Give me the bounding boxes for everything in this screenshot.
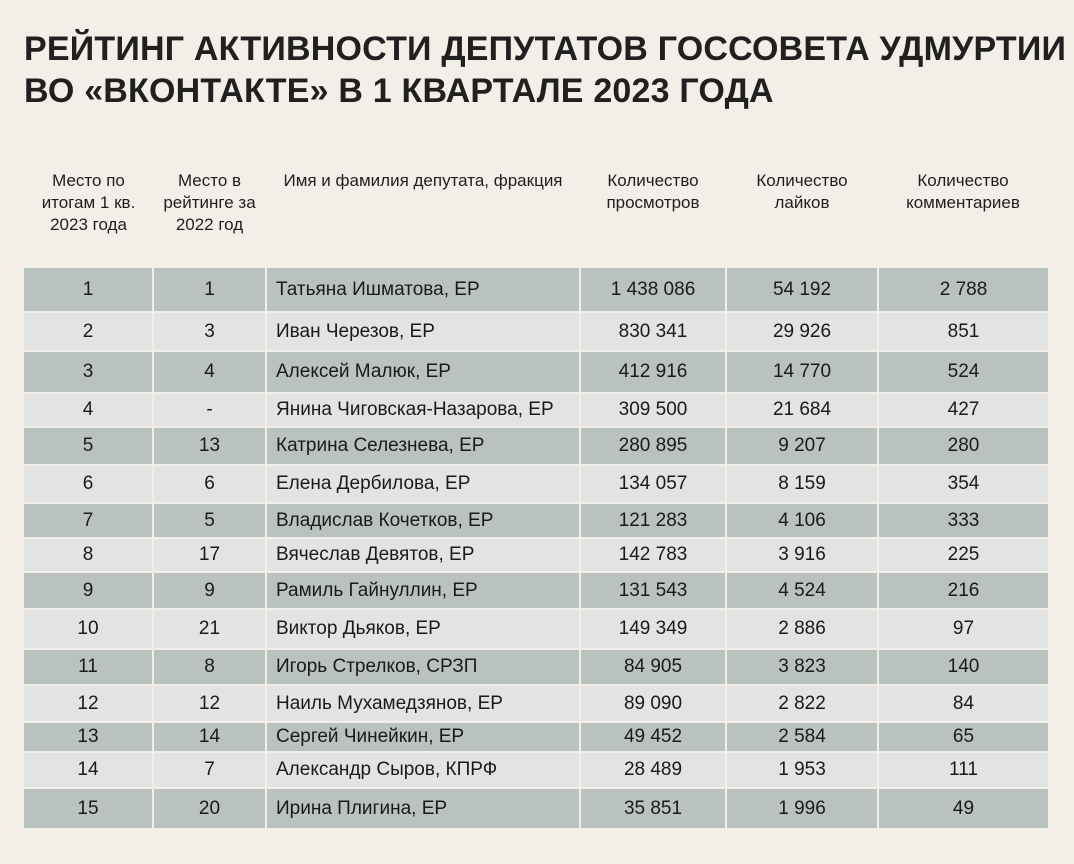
cell-name: Виктор Дьяков, ЕР [266, 609, 580, 649]
cell-views: 830 341 [580, 312, 726, 351]
cell-place: 12 [24, 685, 153, 722]
cell-comments: 427 [878, 393, 1048, 427]
cell-comments: 2 788 [878, 268, 1048, 312]
table-row [24, 465, 1048, 503]
table-row [24, 788, 1048, 829]
cell-name: Александр Сыров, КПРФ [266, 752, 580, 788]
cell-comments: 65 [878, 722, 1048, 752]
cell-likes: 3 823 [726, 649, 878, 685]
column-header-views: Количество просмотров [606, 171, 700, 212]
cell-place-2022: 4 [153, 351, 266, 393]
cell-place-2022: 6 [153, 465, 266, 503]
table-header-row [24, 166, 1048, 268]
cell-comments: 216 [878, 572, 1048, 609]
cell-place-2022: 5 [153, 503, 266, 538]
cell-name: Сергей Чинейкин, ЕР [266, 722, 580, 752]
page-title [24, 28, 1067, 112]
cell-place-2022: 13 [153, 427, 266, 465]
cell-likes: 3 916 [726, 538, 878, 572]
cell-name: Янина Чиговская-Назарова, ЕР [266, 393, 580, 427]
cell-views: 28 489 [580, 752, 726, 788]
cell-place: 4 [24, 393, 153, 427]
cell-name: Рамиль Гайнуллин, ЕР [266, 572, 580, 609]
cell-place-2022: 14 [153, 722, 266, 752]
cell-likes: 1 996 [726, 788, 878, 829]
column-header-place-2022: Место в рейтинге за 2022 год [163, 171, 256, 234]
cell-place-2022: 8 [153, 649, 266, 685]
cell-place: 10 [24, 609, 153, 649]
table-row [24, 609, 1048, 649]
cell-name: Иван Черезов, ЕР [266, 312, 580, 351]
cell-views: 149 349 [580, 609, 726, 649]
cell-place: 14 [24, 752, 153, 788]
cell-place-2022: 7 [153, 752, 266, 788]
cell-views: 131 543 [580, 572, 726, 609]
cell-place-2022: 9 [153, 572, 266, 609]
cell-comments: 524 [878, 351, 1048, 393]
cell-views: 412 916 [580, 351, 726, 393]
cell-views: 84 905 [580, 649, 726, 685]
cell-place-2022: 1 [153, 268, 266, 312]
cell-name: Ирина Плигина, ЕР [266, 788, 580, 829]
cell-comments: 84 [878, 685, 1048, 722]
column-header-name: Имя и фамилия депутата, фракция [283, 171, 563, 190]
cell-likes: 1 953 [726, 752, 878, 788]
cell-place: 6 [24, 465, 153, 503]
cell-views: 35 851 [580, 788, 726, 829]
column-header-likes: Количество лайков [756, 171, 848, 212]
cell-place: 2 [24, 312, 153, 351]
table-row [24, 268, 1048, 312]
cell-place: 15 [24, 788, 153, 829]
cell-views: 49 452 [580, 722, 726, 752]
cell-comments: 49 [878, 788, 1048, 829]
cell-name: Игорь Стрелков, СРЗП [266, 649, 580, 685]
column-header-comments: Количество комментариев [906, 171, 1020, 212]
cell-name: Алексей Малюк, ЕР [266, 351, 580, 393]
table-row [24, 538, 1048, 572]
cell-comments: 225 [878, 538, 1048, 572]
cell-place-2022: 12 [153, 685, 266, 722]
cell-likes: 4 106 [726, 503, 878, 538]
table-row [24, 722, 1048, 752]
cell-views: 142 783 [580, 538, 726, 572]
table-row [24, 351, 1048, 393]
title-line-2: ВО «ВКОНТАКТЕ» В 1 КВАРТАЛЕ 2023 ГОДА [24, 72, 774, 110]
cell-likes: 8 159 [726, 465, 878, 503]
cell-place: 9 [24, 572, 153, 609]
table-row [24, 312, 1048, 351]
table-row [24, 393, 1048, 427]
cell-likes: 2 584 [726, 722, 878, 752]
table-body [24, 268, 1048, 829]
cell-views: 134 057 [580, 465, 726, 503]
cell-views: 280 895 [580, 427, 726, 465]
cell-place-2022: 17 [153, 538, 266, 572]
cell-place: 8 [24, 538, 153, 572]
cell-views: 309 500 [580, 393, 726, 427]
cell-comments: 333 [878, 503, 1048, 538]
cell-name: Елена Дербилова, ЕР [266, 465, 580, 503]
cell-likes: 14 770 [726, 351, 878, 393]
cell-comments: 354 [878, 465, 1048, 503]
cell-views: 1 438 086 [580, 268, 726, 312]
cell-views: 89 090 [580, 685, 726, 722]
table-row [24, 685, 1048, 722]
cell-likes: 21 684 [726, 393, 878, 427]
title-line-1: РЕЙТИНГ АКТИВНОСТИ ДЕПУТАТОВ ГОССОВЕТА УДМУРТИИ [24, 30, 1067, 68]
rating-table [24, 166, 1048, 830]
cell-place: 5 [24, 427, 153, 465]
table-row [24, 572, 1048, 609]
cell-name: Наиль Мухамедзянов, ЕР [266, 685, 580, 722]
cell-comments: 280 [878, 427, 1048, 465]
cell-place: 3 [24, 351, 153, 393]
cell-place: 1 [24, 268, 153, 312]
table-row [24, 752, 1048, 788]
cell-place: 11 [24, 649, 153, 685]
cell-likes: 2 886 [726, 609, 878, 649]
cell-likes: 29 926 [726, 312, 878, 351]
cell-place-2022: 21 [153, 609, 266, 649]
cell-place-2022: 20 [153, 788, 266, 829]
cell-comments: 140 [878, 649, 1048, 685]
cell-comments: 97 [878, 609, 1048, 649]
table-row [24, 649, 1048, 685]
cell-likes: 4 524 [726, 572, 878, 609]
cell-name: Вячеслав Девятов, ЕР [266, 538, 580, 572]
cell-comments: 851 [878, 312, 1048, 351]
cell-likes: 9 207 [726, 427, 878, 465]
table-row [24, 427, 1048, 465]
cell-comments: 111 [878, 752, 1048, 788]
cell-likes: 54 192 [726, 268, 878, 312]
cell-place: 13 [24, 722, 153, 752]
cell-place-2022: 3 [153, 312, 266, 351]
cell-name: Владислав Кочетков, ЕР [266, 503, 580, 538]
cell-place: 7 [24, 503, 153, 538]
column-header-place: Место по итогам 1 кв. 2023 года [41, 171, 136, 234]
cell-place-2022: - [153, 393, 266, 427]
cell-name: Татьяна Ишматова, ЕР [266, 268, 580, 312]
cell-views: 121 283 [580, 503, 726, 538]
cell-likes: 2 822 [726, 685, 878, 722]
cell-name: Катрина Селезнева, ЕР [266, 427, 580, 465]
table-row [24, 503, 1048, 538]
